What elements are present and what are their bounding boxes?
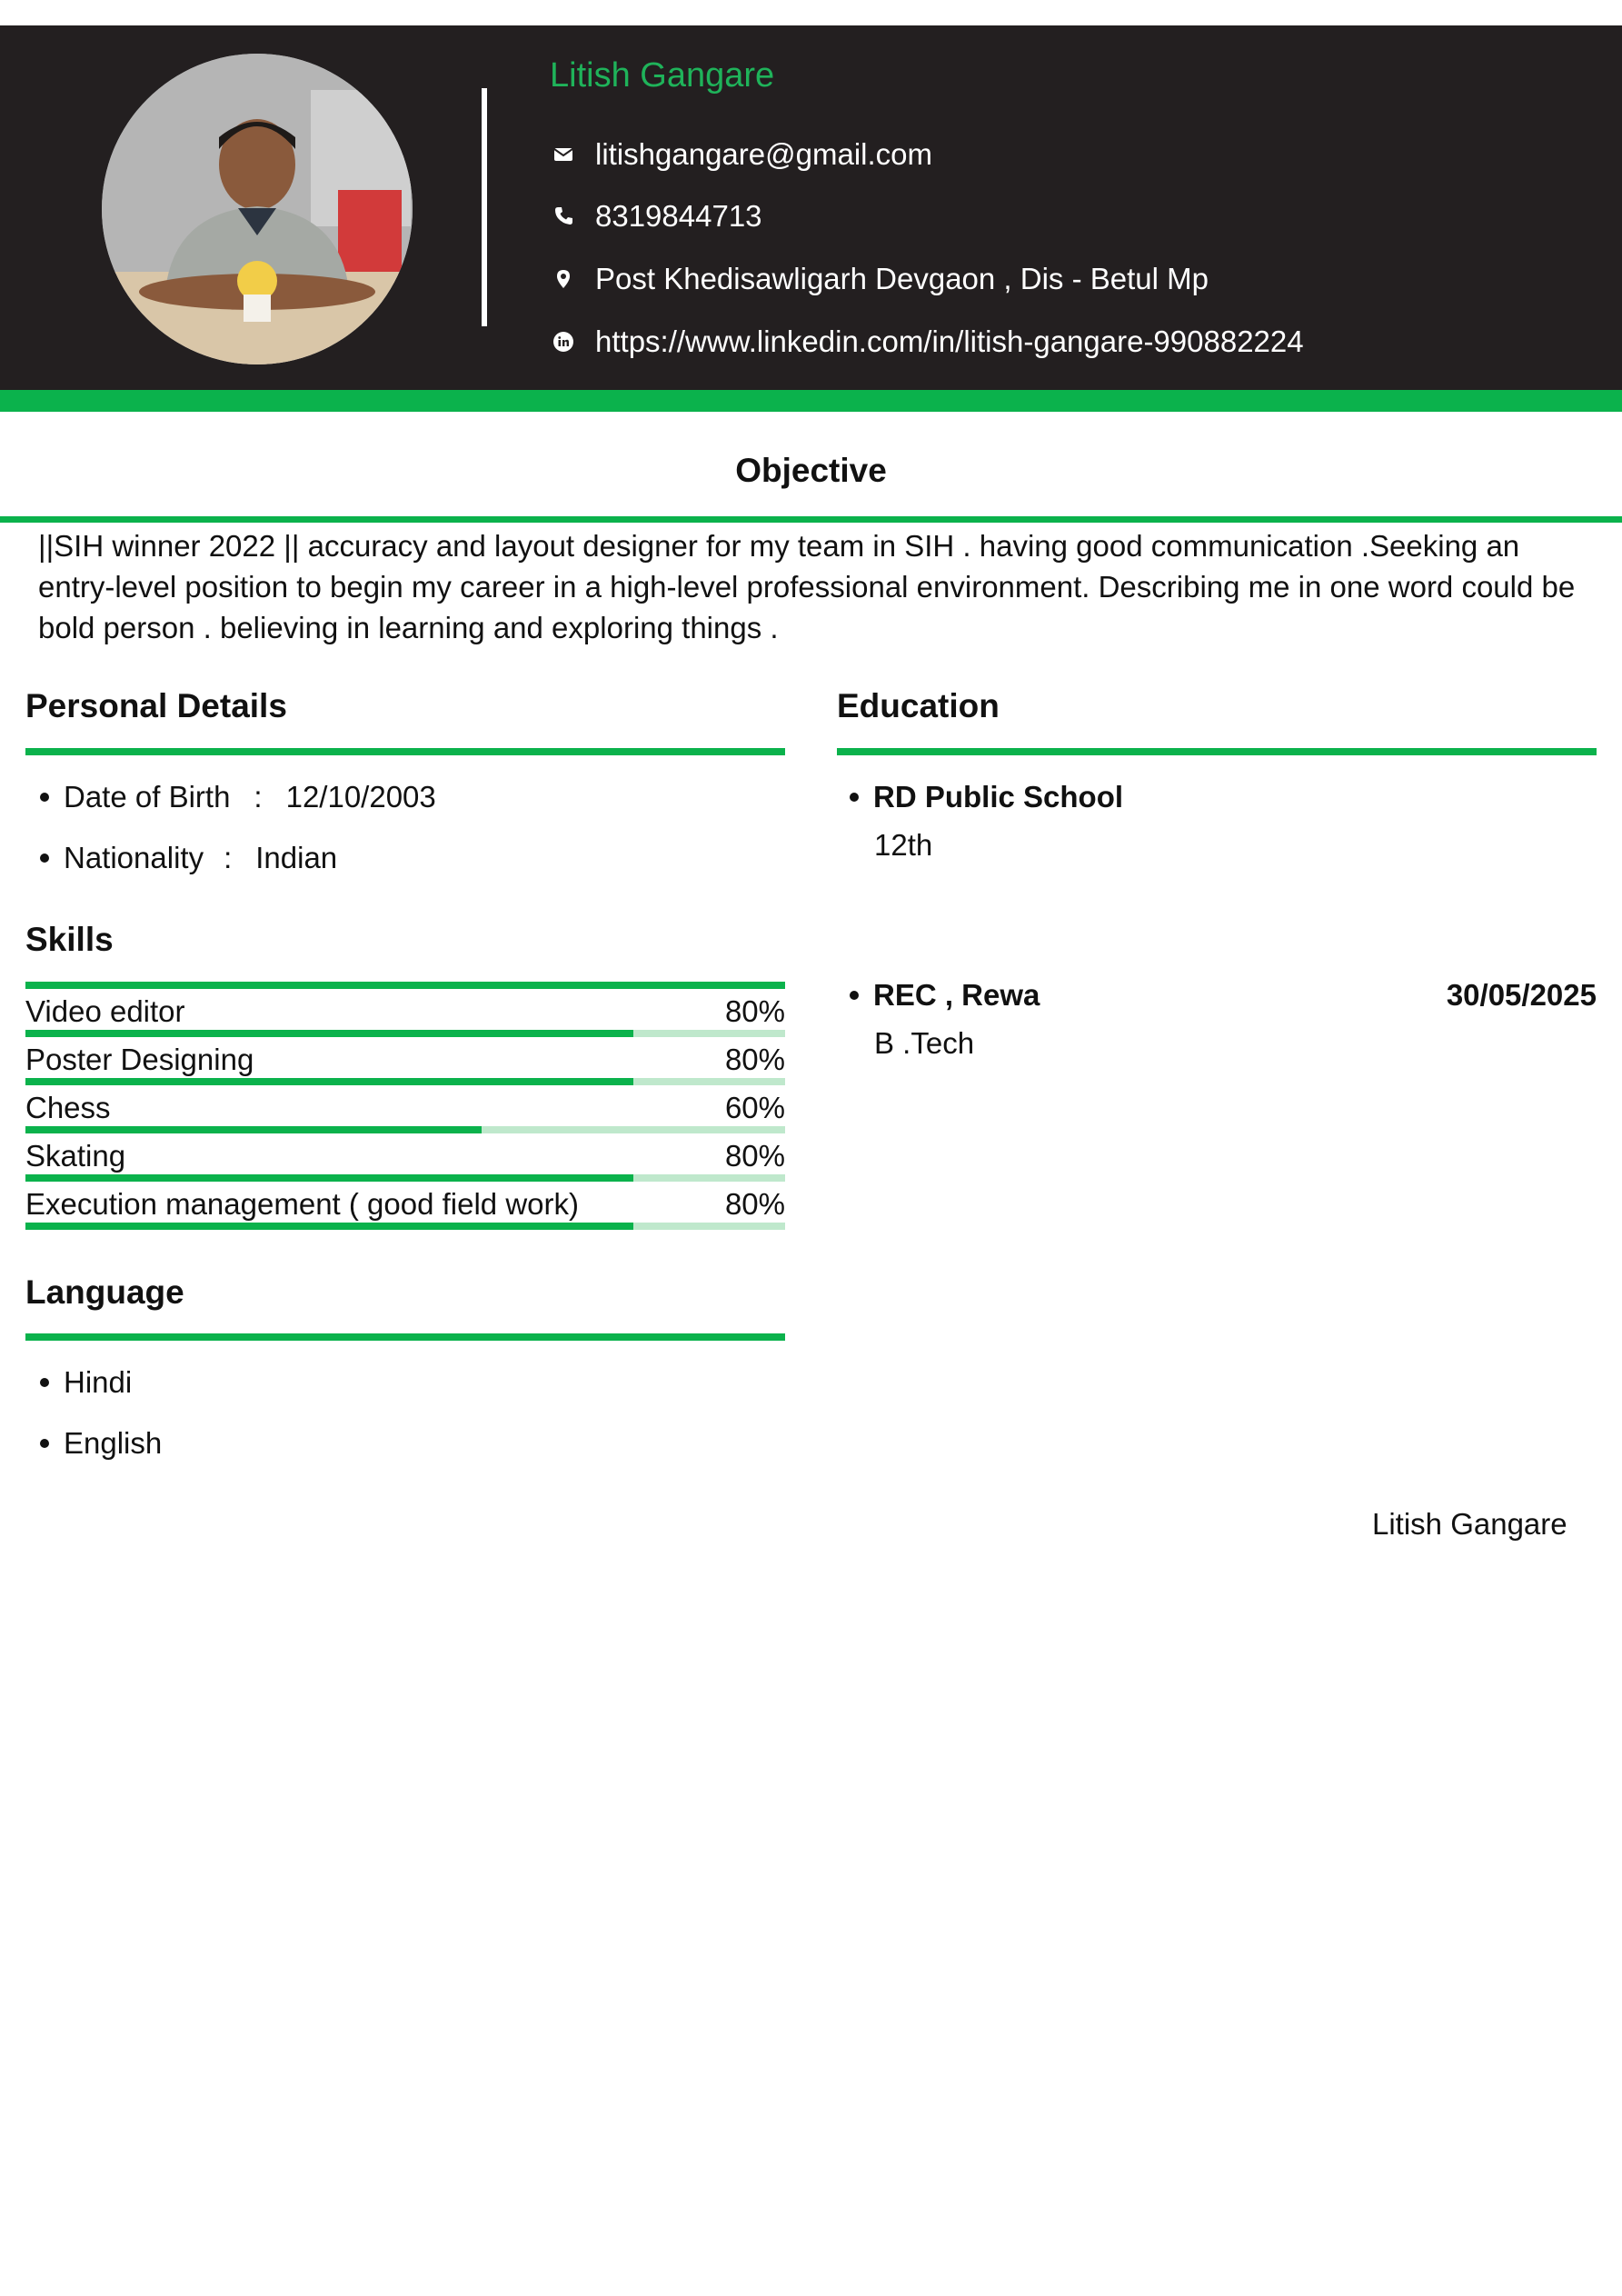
bullet-dot — [40, 1439, 49, 1448]
language-name: Hindi — [64, 1365, 133, 1399]
education-school: RD Public School — [873, 780, 1124, 814]
education-rule — [837, 748, 1597, 755]
address-text: Post Khedisawligarh Devgaon , Dis - Betul Mp — [595, 262, 1209, 295]
linkedin-link[interactable]: https://www.linkedin.com/in/litish-gangare-990882224 — [595, 324, 1304, 358]
skill-percent: 60% — [724, 1091, 785, 1124]
skill-bar — [25, 1174, 785, 1182]
skill-row — [25, 1182, 785, 1230]
email-text: litishgangare@gmail.com — [595, 137, 932, 171]
education-degree: 12th — [874, 828, 933, 862]
skill-bar-fill — [25, 1078, 633, 1085]
skill-name: Execution management ( good field work) — [25, 1187, 579, 1221]
skill-name: Poster Designing — [25, 1043, 254, 1076]
skill-name: Skating — [25, 1139, 126, 1173]
skill-row — [25, 1037, 785, 1085]
skill-bar-fill — [25, 1223, 633, 1230]
education-date: 30/05/2025 — [1446, 978, 1597, 1012]
nationality-value: Indian — [255, 841, 338, 874]
skill-percent: 80% — [724, 1187, 785, 1221]
mail-icon — [550, 141, 577, 168]
skill-bar-fill — [25, 1126, 482, 1133]
objective-title: Objective — [735, 452, 887, 489]
contact-linkedin[interactable] — [550, 322, 1304, 362]
language-item — [40, 1365, 132, 1400]
language-title: Language — [25, 1273, 184, 1311]
skill-row — [25, 1085, 785, 1133]
personal-details-rule — [25, 748, 785, 755]
linkedin-icon — [550, 328, 577, 355]
skill-bar — [25, 1078, 785, 1085]
skill-bar — [25, 1126, 785, 1133]
objective-rule — [0, 516, 1622, 523]
language-name: English — [64, 1426, 163, 1460]
dob-value: 12/10/2003 — [285, 780, 436, 814]
contact-email[interactable] — [550, 135, 932, 175]
bullet-dot — [850, 793, 859, 802]
skill-name: Chess — [25, 1091, 111, 1124]
dob-label: Date of Birth — [64, 780, 231, 814]
phone-icon — [550, 203, 577, 230]
skills-title: Skills — [25, 921, 114, 958]
personal-item-nationality — [40, 841, 337, 875]
skill-bar-fill — [25, 1174, 633, 1182]
signature-name: Litish Gangare — [1372, 1507, 1567, 1541]
phone-text: 8319844713 — [595, 199, 762, 233]
personal-details-title: Personal Details — [25, 687, 287, 724]
bullet-dot — [40, 793, 49, 802]
skill-row — [25, 989, 785, 1037]
bullet-dot — [850, 991, 859, 1000]
profile-photo — [102, 54, 413, 364]
skill-percent: 80% — [724, 994, 785, 1028]
bullet-dot — [40, 854, 49, 863]
education-item — [850, 978, 1040, 1013]
nationality-label: Nationality — [64, 841, 204, 874]
location-pin-icon — [550, 265, 577, 293]
skill-percent: 80% — [724, 1043, 785, 1076]
skill-row — [25, 1133, 785, 1182]
contact-address — [550, 259, 1209, 299]
bullet-dot — [40, 1378, 49, 1387]
candidate-name: Litish Gangare — [550, 56, 775, 95]
nationality-separator: : — [224, 841, 233, 874]
skills-rule — [25, 982, 785, 989]
contact-phone[interactable] — [550, 196, 762, 236]
skill-name: Video editor — [25, 994, 185, 1028]
objective-text: ||SIH winner 2022 || accuracy and layout designer for my team in SIH . having good communication .Seeking an entry-level position to begin my career in a high-level professional environment. Describing me in one word could be bold person . believing in learning and exploring things . — [38, 529, 1576, 644]
education-item — [850, 780, 1123, 814]
education-degree: B .Tech — [874, 1026, 975, 1060]
skill-bar — [25, 1223, 785, 1230]
language-item — [40, 1426, 162, 1461]
dob-separator: : — [254, 780, 263, 814]
header-accent-bar — [0, 390, 1622, 412]
skill-bar — [25, 1030, 785, 1037]
header-divider — [482, 88, 487, 326]
education-school: REC , Rewa — [873, 978, 1040, 1012]
education-title: Education — [837, 687, 1000, 724]
profile-photo-illustration — [102, 54, 413, 364]
language-rule — [25, 1333, 785, 1341]
personal-item-dob — [40, 780, 436, 814]
skill-bar-fill — [25, 1030, 633, 1037]
skill-percent: 80% — [724, 1139, 785, 1173]
